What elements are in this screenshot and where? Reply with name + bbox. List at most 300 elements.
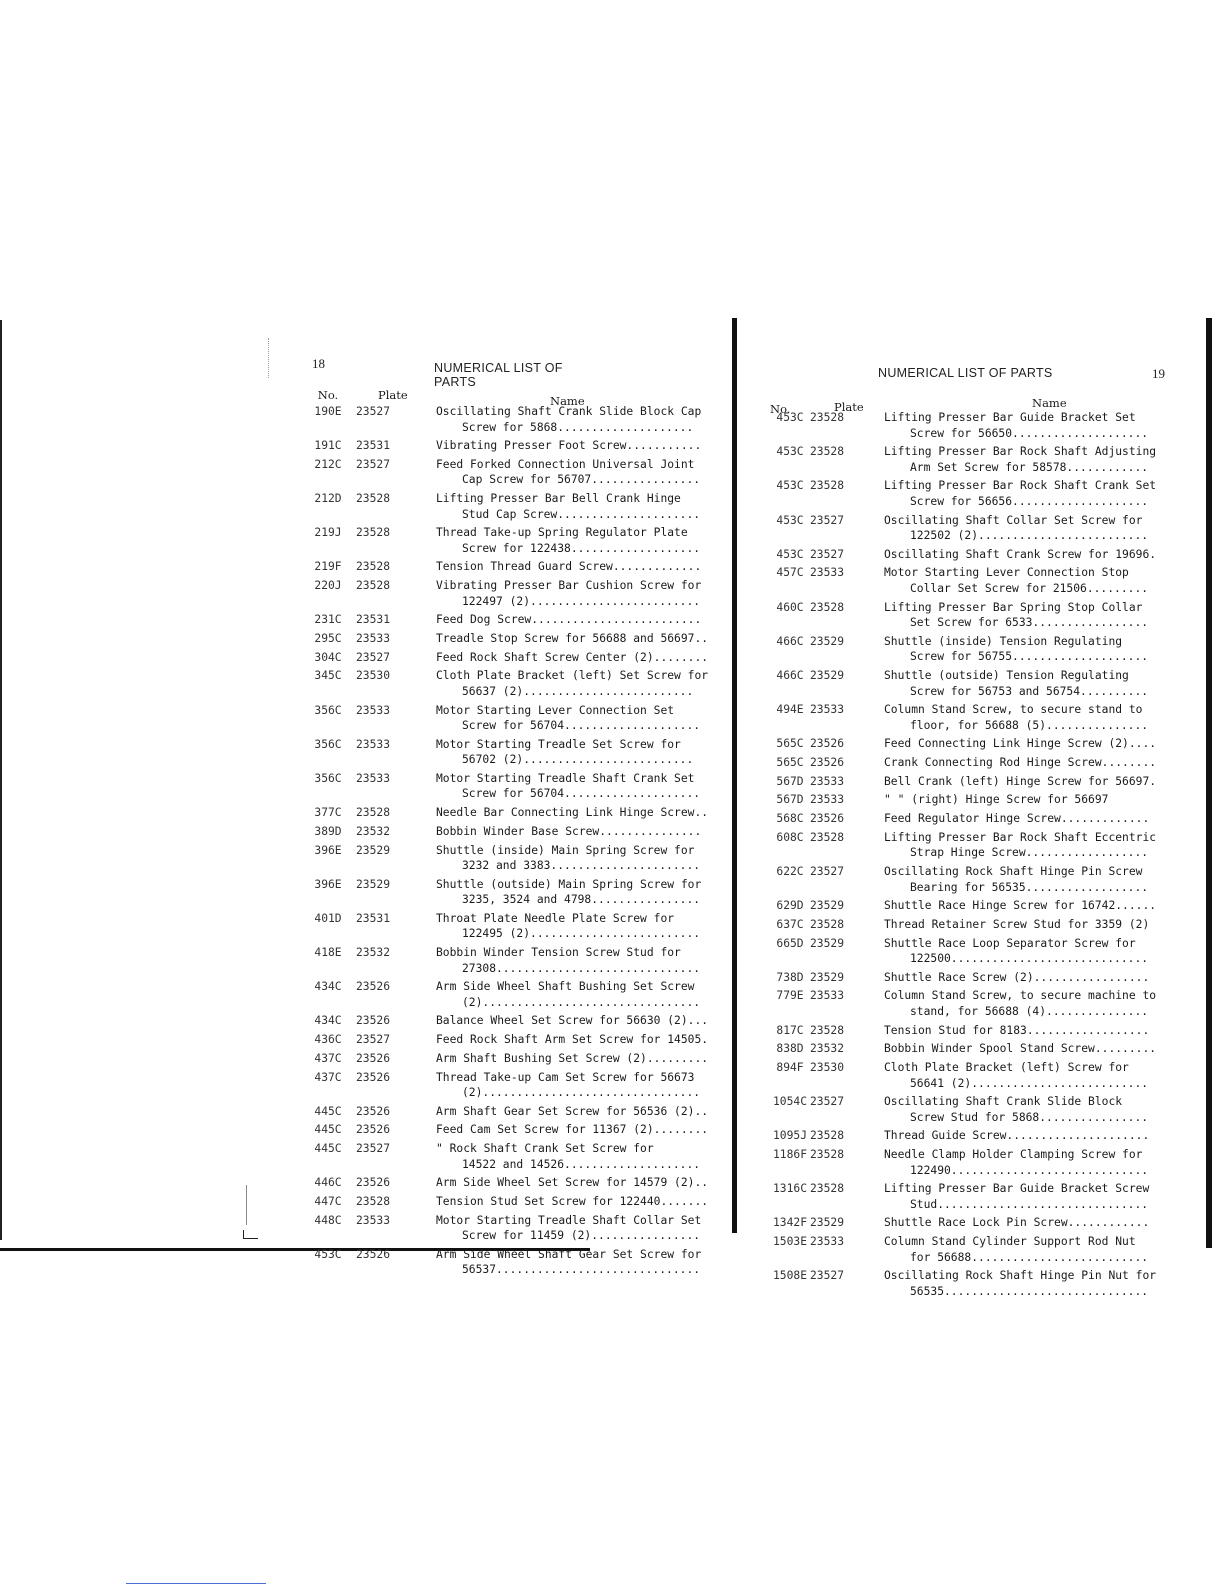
column-header-name: Name xyxy=(550,394,585,408)
table-row xyxy=(770,634,1200,665)
part-number: 219J xyxy=(314,526,342,540)
plate-number: 23527 xyxy=(356,1033,391,1047)
part-number: 494E xyxy=(776,703,804,717)
part-number: 894F xyxy=(776,1061,804,1074)
part-name-line: Oscillating Shaft Collar Set Screw for xyxy=(884,513,1143,527)
part-name xyxy=(884,830,1200,861)
table-row xyxy=(770,1215,1200,1231)
part-number: 434C xyxy=(314,1014,342,1028)
part-name-line: Shuttle Race Screw (2)................. xyxy=(884,970,1150,984)
part-name xyxy=(884,702,1200,733)
part-name-line: Balance Wheel Set Screw for 56630 (2)... xyxy=(436,1014,709,1028)
table-row xyxy=(770,917,1200,933)
plate-number: 23533 xyxy=(356,632,391,645)
plate-number: 23526 xyxy=(356,1070,391,1084)
part-number: 446C xyxy=(314,1176,342,1190)
part-number: 665D xyxy=(776,936,804,950)
part-name-line: Lifting Presser Bar Guide Bracket Set xyxy=(884,411,1136,424)
plate-number: 23528 xyxy=(356,806,391,820)
part-name xyxy=(884,970,1200,986)
plate-number: 23526 xyxy=(356,980,391,994)
part-name-line: Bell Crank (left) Hinge Screw for 56697. xyxy=(884,774,1157,788)
plate-number: 23528 xyxy=(810,445,845,459)
table-row xyxy=(770,668,1200,699)
plate-number: 23526 xyxy=(356,1014,391,1028)
part-name-line: Throat Plate Needle Plate Screw for xyxy=(436,911,675,925)
table-row xyxy=(770,936,1200,967)
part-number: 212C xyxy=(314,457,342,471)
part-name-line: Arm Side Wheel Shaft Bushing Set Screw xyxy=(436,980,695,994)
part-name-continuation: 3232 and 3383...................... xyxy=(462,859,701,872)
part-number: 460C xyxy=(776,600,804,614)
part-number: 445C xyxy=(314,1104,342,1118)
part-name-continuation: for 56688.......................... xyxy=(910,1250,1149,1264)
part-name xyxy=(884,917,1200,933)
part-name-continuation: Arm Set Screw for 58578............ xyxy=(910,460,1149,474)
part-number: 1186F xyxy=(772,1148,807,1162)
part-name-line: Feed Forked Connection Universal Joint xyxy=(436,457,695,471)
plate-number: 23528 xyxy=(810,1182,845,1196)
part-name-line: Shuttle Race Hinge Screw for 16742...... xyxy=(884,899,1157,913)
part-number: 389D xyxy=(314,824,342,838)
plate-number: 23530 xyxy=(810,1061,845,1074)
part-name-continuation: Screw for 122438................... xyxy=(462,541,701,555)
part-name-continuation: Screw for 56656.................... xyxy=(910,494,1149,508)
part-name-continuation: 56535.............................. xyxy=(910,1284,1149,1298)
table-row xyxy=(770,1128,1200,1144)
part-name-line: Arm Shaft Gear Set Screw for 56536 (2).. xyxy=(436,1104,709,1118)
part-name-line: Motor Starting Lever Connection Stop xyxy=(884,566,1129,580)
part-name-line: Lifting Presser Bar Spring Stop Collar xyxy=(884,600,1143,614)
part-name-continuation: Stud............................... xyxy=(910,1197,1149,1211)
plate-number: 23529 xyxy=(810,899,845,913)
part-name-line: Thread Retainer Screw Stud for 3359 (2) xyxy=(884,917,1150,931)
plate-number: 23532 xyxy=(356,946,391,960)
part-name xyxy=(884,1041,1200,1057)
table-row xyxy=(770,1041,1200,1057)
part-name-continuation: Screw for 11459 (2)................ xyxy=(462,1229,701,1243)
table-row xyxy=(770,600,1200,631)
part-number: 453C xyxy=(776,547,804,561)
part-number: 453C xyxy=(776,513,804,527)
part-name xyxy=(884,1181,1200,1212)
part-number: 838D xyxy=(776,1042,804,1056)
part-name-line: Shuttle (outside) Tension Regulating xyxy=(884,669,1129,682)
part-name-continuation: Screw for 56753 and 56754.......... xyxy=(910,684,1149,698)
part-number: 212D xyxy=(314,492,342,506)
part-number: 445C xyxy=(314,1123,342,1137)
part-name-line: Column Stand Screw, to secure stand to xyxy=(884,703,1143,717)
part-name xyxy=(884,864,1200,895)
part-number: 437C xyxy=(314,1070,342,1084)
part-name-line: Feed Rock Shaft Arm Set Screw for 14505. xyxy=(436,1033,709,1047)
plate-number: 23527 xyxy=(810,1269,845,1283)
part-name-line: Feed Dog Screw......................... xyxy=(436,613,702,627)
part-number: 565C xyxy=(776,737,804,751)
plate-number: 23528 xyxy=(810,917,845,931)
table-row xyxy=(770,547,1200,563)
part-name-continuation: 122502 (2)......................... xyxy=(910,529,1149,543)
part-name xyxy=(884,478,1200,509)
plate-number: 23527 xyxy=(356,457,391,471)
plate-number: 23533 xyxy=(810,774,845,788)
plate-number: 23533 xyxy=(810,566,845,580)
part-name-continuation: 56637 (2)......................... xyxy=(462,684,694,698)
plate-number: 23531 xyxy=(356,439,391,453)
part-number: 295C xyxy=(314,632,342,645)
part-number: 608C xyxy=(776,830,804,844)
part-number: 434C xyxy=(314,980,342,994)
part-name-continuation: Strap Hinge Screw.................. xyxy=(910,846,1149,860)
part-number: 396E xyxy=(314,877,342,891)
table-row xyxy=(770,988,1200,1019)
part-name xyxy=(884,1023,1200,1039)
part-name-line: Tension Stud for 8183.................. xyxy=(884,1023,1150,1037)
part-name xyxy=(884,988,1200,1019)
table-row xyxy=(770,811,1200,827)
part-name-line: Oscillating Shaft Crank Slide Block xyxy=(884,1095,1123,1109)
part-number: 1316C xyxy=(772,1182,807,1196)
table-row xyxy=(770,702,1200,733)
page-number: 19 xyxy=(1152,366,1165,381)
part-number: 1342F xyxy=(772,1216,807,1230)
part-name-line: Motor Starting Treadle Set Screw for xyxy=(436,737,681,751)
part-number: 190E xyxy=(314,405,342,418)
part-name xyxy=(884,410,1200,441)
part-name xyxy=(884,811,1200,827)
part-name-line: Feed Rock Shaft Screw Center (2)........ xyxy=(436,650,709,664)
part-name-line: Shuttle (outside) Main Spring Screw for xyxy=(436,877,702,891)
part-name-line: Shuttle (inside) Tension Regulating xyxy=(884,634,1123,648)
plate-number: 23529 xyxy=(810,936,845,950)
part-name-line: Cloth Plate Bracket (left) Set Screw for xyxy=(436,669,709,683)
part-number: 231C xyxy=(314,613,342,627)
part-name-continuation: floor, for 56688 (5)............... xyxy=(910,718,1149,732)
part-number: 622C xyxy=(776,865,804,878)
part-name xyxy=(884,898,1200,914)
part-name-continuation: 3235, 3524 and 4798................ xyxy=(462,893,701,907)
part-name-continuation: (2)................................ xyxy=(462,995,701,1009)
part-name-line: Treadle Stop Screw for 56688 and 56697.. xyxy=(436,632,709,645)
part-number: 445C xyxy=(314,1142,342,1156)
plate-number: 23526 xyxy=(810,737,845,751)
part-name xyxy=(884,1215,1200,1231)
plate-number: 23528 xyxy=(356,560,391,574)
part-number: 345C xyxy=(314,669,342,683)
part-name-line: Column Stand Cylinder Support Rod Nut xyxy=(884,1235,1136,1249)
part-number: 457C xyxy=(776,566,804,580)
table-row xyxy=(770,736,1200,752)
part-name xyxy=(884,565,1200,596)
part-name-line: Lifting Presser Bar Bell Crank Hinge xyxy=(436,492,681,506)
part-name-continuation: (2)................................ xyxy=(462,1086,701,1099)
column-header-name: Name xyxy=(1032,396,1067,410)
page-header: NUMERICAL LIST OF PARTS xyxy=(434,361,563,389)
part-name-continuation: Screw for 5868.................... xyxy=(462,420,694,434)
plate-number: 23529 xyxy=(356,843,391,857)
part-name-line: Tension Thread Guard Screw............. xyxy=(436,560,702,574)
plate-number: 23526 xyxy=(356,1123,391,1137)
part-number: 629D xyxy=(776,899,804,913)
part-name xyxy=(884,1147,1200,1178)
part-number: 401D xyxy=(314,911,342,925)
part-name xyxy=(884,1268,1200,1299)
plate-number: 23526 xyxy=(810,812,845,826)
part-name-line: Thread Take-up Spring Regulator Plate xyxy=(436,526,688,540)
part-name-continuation: Bearing for 56535.................. xyxy=(910,880,1149,894)
part-number: 220J xyxy=(314,579,342,593)
part-number: 396E xyxy=(314,843,342,857)
plate-number: 23528 xyxy=(356,1194,391,1208)
part-name-line: Arm Shaft Bushing Set Screw (2)......... xyxy=(436,1051,709,1065)
part-name-line: Thread Take-up Cam Set Screw for 56673 xyxy=(436,1070,695,1084)
part-number: 436C xyxy=(314,1033,342,1047)
plate-number: 23529 xyxy=(810,669,845,682)
part-name-line: Vibrating Presser Foot Screw........... xyxy=(436,439,702,453)
table-row xyxy=(770,830,1200,861)
plate-number: 23526 xyxy=(356,1247,391,1261)
table-row xyxy=(770,1268,1200,1299)
part-name-continuation: 122490............................. xyxy=(910,1163,1149,1177)
part-number: 356C xyxy=(314,771,342,785)
part-name-continuation: Collar Set Screw for 21506......... xyxy=(910,581,1149,595)
part-name-continuation: Screw for 56704.................... xyxy=(462,787,701,801)
plate-number: 23528 xyxy=(810,830,845,844)
plate-number: 23531 xyxy=(356,613,391,627)
table-row xyxy=(770,898,1200,914)
plate-number: 23529 xyxy=(810,634,845,648)
part-name-continuation: Screw Stud for 5868................ xyxy=(910,1110,1149,1124)
part-name-line: Crank Connecting Rod Hinge Screw........ xyxy=(884,756,1157,770)
part-number: 453C xyxy=(776,445,804,459)
part-name-line: Lifting Presser Bar Guide Bracket Screw xyxy=(884,1182,1150,1196)
column-header-no: No. xyxy=(770,402,791,416)
part-name-line: " " (right) Hinge Screw for 56697 xyxy=(884,793,1109,807)
part-name-line: Oscillating Shaft Crank Screw for 19696. xyxy=(884,547,1157,561)
plate-number: 23528 xyxy=(810,479,845,493)
part-name xyxy=(884,792,1200,808)
part-name-line: Column Stand Screw, to secure machine to xyxy=(884,989,1157,1003)
plate-number: 23532 xyxy=(356,824,391,838)
part-number: 447C xyxy=(314,1194,342,1208)
part-name xyxy=(884,936,1200,967)
part-number: 304C xyxy=(314,650,342,664)
part-number: 466C xyxy=(776,669,804,682)
table-row xyxy=(770,1147,1200,1178)
plate-number: 23529 xyxy=(810,970,845,984)
table-row xyxy=(770,565,1200,596)
plate-number: 23526 xyxy=(356,1104,391,1118)
part-name-continuation: stand, for 56688 (4)............... xyxy=(910,1004,1149,1018)
plate-number: 23527 xyxy=(356,650,391,664)
part-number: 437C xyxy=(314,1051,342,1065)
part-name xyxy=(884,668,1200,699)
table-row xyxy=(770,478,1200,509)
table-row xyxy=(770,774,1200,790)
part-name xyxy=(884,1094,1200,1125)
part-number: 377C xyxy=(314,806,342,820)
part-number: 567D xyxy=(776,774,804,788)
part-number: 1095J xyxy=(772,1129,807,1143)
part-name-line: Motor Starting Treadle Shaft Crank Set xyxy=(436,771,695,785)
part-number: 448C xyxy=(314,1213,342,1227)
part-name-line: Bobbin Winder Base Screw............... xyxy=(436,824,702,838)
table-row xyxy=(770,513,1200,544)
part-name xyxy=(884,774,1200,790)
plate-number: 23533 xyxy=(810,989,845,1003)
part-number: 1508E xyxy=(772,1269,807,1283)
plate-number: 23529 xyxy=(356,877,391,891)
table-row xyxy=(770,792,1200,808)
plate-number: 23530 xyxy=(356,669,391,683)
plate-number: 23528 xyxy=(356,492,391,506)
table-row xyxy=(770,1023,1200,1039)
part-name xyxy=(884,634,1200,665)
part-name-line: Feed Connecting Link Hinge Screw (2).... xyxy=(884,737,1157,751)
part-name-line: Lifting Presser Bar Rock Shaft Adjusting xyxy=(884,445,1157,459)
plate-number: 23527 xyxy=(356,1142,391,1156)
part-name-continuation: Stud Cap Screw..................... xyxy=(462,507,701,521)
part-name-line: Arm Side Wheel Set Screw for 14579 (2).. xyxy=(436,1176,709,1190)
part-number: 568C xyxy=(776,812,804,826)
table-row xyxy=(770,1060,1200,1091)
plate-number: 23528 xyxy=(356,579,391,593)
part-name xyxy=(884,1060,1200,1091)
table-row xyxy=(770,1234,1200,1265)
part-name-line: Oscillating Rock Shaft Hinge Pin Screw xyxy=(884,865,1143,878)
plate-number: 23528 xyxy=(810,1148,845,1162)
part-number: 418E xyxy=(314,946,342,960)
column-header-plate: Plate xyxy=(834,400,864,414)
part-name xyxy=(884,444,1200,475)
part-number: 637C xyxy=(776,917,804,931)
plate-number: 23533 xyxy=(810,793,845,807)
part-number: 738D xyxy=(776,970,804,984)
plate-number: 23533 xyxy=(356,1213,391,1227)
table-row xyxy=(770,755,1200,771)
table-row xyxy=(770,1094,1200,1125)
part-name-line: Needle Clamp Holder Clamping Screw for xyxy=(884,1148,1143,1162)
part-name-line: Feed Regulator Hinge Screw............. xyxy=(884,812,1150,826)
part-number: 453C xyxy=(314,1247,342,1261)
part-name-line: Shuttle Race Loop Separator Screw for xyxy=(884,936,1136,950)
part-name xyxy=(884,547,1200,563)
plate-number: 23527 xyxy=(810,865,845,878)
part-number: 191C xyxy=(314,439,342,453)
plate-number: 23527 xyxy=(356,405,391,418)
plate-number: 23532 xyxy=(810,1042,845,1056)
plate-number: 23527 xyxy=(810,1095,845,1109)
plate-number: 23527 xyxy=(810,513,845,527)
part-name-line: Bobbin Winder Tension Screw Stud for xyxy=(436,946,681,960)
part-name xyxy=(884,600,1200,631)
part-name-line: Bobbin Winder Spool Stand Screw......... xyxy=(884,1042,1157,1056)
page-number: 18 xyxy=(312,356,325,371)
plate-number: 23527 xyxy=(810,547,845,561)
plate-number: 23528 xyxy=(810,600,845,614)
part-name-line: Lifting Presser Bar Rock Shaft Eccentric xyxy=(884,830,1157,844)
part-name-continuation: Screw for 56650.................... xyxy=(910,426,1149,440)
part-name-line: Needle Bar Connecting Link Hinge Screw.. xyxy=(436,806,709,820)
part-number: 219F xyxy=(314,560,342,574)
table-row xyxy=(770,444,1200,475)
plate-number: 23526 xyxy=(810,756,845,770)
plate-number: 23529 xyxy=(810,1216,845,1230)
plate-number: 23533 xyxy=(810,703,845,717)
part-number: 356C xyxy=(314,737,342,751)
part-name-line: " Rock Shaft Crank Set Screw for xyxy=(436,1142,654,1156)
part-number: 453C xyxy=(776,411,804,424)
part-name-continuation: Screw for 56704.................... xyxy=(462,719,701,733)
part-name-line: Feed Cam Set Screw for 11367 (2)........ xyxy=(436,1123,709,1137)
part-name-line: Arm Side Wheel Shaft Gear Set Screw for xyxy=(436,1247,702,1261)
plate-number: 23528 xyxy=(810,411,845,424)
table-row xyxy=(770,410,1200,441)
part-name-line: Thread Guide Screw..................... xyxy=(884,1129,1150,1143)
part-number: 565C xyxy=(776,756,804,770)
plate-number: 23533 xyxy=(810,1235,845,1249)
part-name-continuation: 27308.............................. xyxy=(462,961,701,975)
part-name-line: Oscillating Rock Shaft Hinge Pin Nut for xyxy=(884,1269,1157,1283)
part-name-continuation: 14522 and 14526.................... xyxy=(462,1157,701,1171)
part-number: 817C xyxy=(776,1023,804,1037)
plate-number: 23528 xyxy=(356,526,391,540)
page-19 xyxy=(620,0,1225,1585)
column-header-no: No. xyxy=(317,388,339,402)
table-row xyxy=(770,970,1200,986)
plate-number: 23528 xyxy=(810,1129,845,1143)
part-name xyxy=(884,736,1200,752)
part-name xyxy=(884,513,1200,544)
part-name-line: Shuttle Race Lock Pin Screw............ xyxy=(884,1216,1150,1230)
part-name xyxy=(884,1128,1200,1144)
part-name-line: Motor Starting Treadle Shaft Collar Set xyxy=(436,1213,702,1227)
part-name-continuation: 122497 (2)......................... xyxy=(462,594,701,608)
part-name-continuation: Screw for 56755.................... xyxy=(910,650,1149,664)
part-name-continuation: 56702 (2)......................... xyxy=(462,753,694,767)
table-row xyxy=(770,864,1200,895)
part-name-line: Lifting Presser Bar Rock Shaft Crank Set xyxy=(884,479,1157,493)
part-name xyxy=(884,755,1200,771)
part-name-line: Motor Starting Lever Connection Set xyxy=(436,703,675,717)
part-name-line: Vibrating Presser Bar Cushion Screw for xyxy=(436,579,702,593)
part-name-line: Oscillating Shaft Crank Slide Block Cap xyxy=(436,405,702,418)
plate-number: 23533 xyxy=(356,703,391,717)
part-name-continuation: Cap Screw for 56707................ xyxy=(462,473,701,487)
part-name-continuation: 56641 (2).......................... xyxy=(910,1076,1149,1090)
part-number: 453C xyxy=(776,479,804,493)
plate-number: 23533 xyxy=(356,771,391,785)
plate-number: 23531 xyxy=(356,911,391,925)
plate-number: 23526 xyxy=(356,1176,391,1190)
column-header-plate: Plate xyxy=(378,388,408,402)
part-name xyxy=(884,1234,1200,1265)
page-header: NUMERICAL LIST OF PARTS xyxy=(878,366,1053,380)
part-name-line: Shuttle (inside) Main Spring Screw for xyxy=(436,843,695,857)
part-number: 466C xyxy=(776,634,804,648)
plate-number: 23526 xyxy=(356,1051,391,1065)
plate-number: 23528 xyxy=(810,1023,845,1037)
part-number: 567D xyxy=(776,793,804,807)
table-row xyxy=(770,1181,1200,1212)
part-name-continuation: 122500............................. xyxy=(910,952,1149,966)
part-name-line: Tension Stud Set Screw for 122440....... xyxy=(436,1194,709,1208)
part-number: 1054C xyxy=(772,1095,807,1109)
part-name-line: Cloth Plate Bracket (left) Screw for xyxy=(884,1061,1129,1074)
part-number: 1503E xyxy=(772,1235,807,1249)
part-name-continuation: 122495 (2)......................... xyxy=(462,927,701,941)
part-name-continuation: Set Screw for 6533................. xyxy=(910,616,1149,630)
